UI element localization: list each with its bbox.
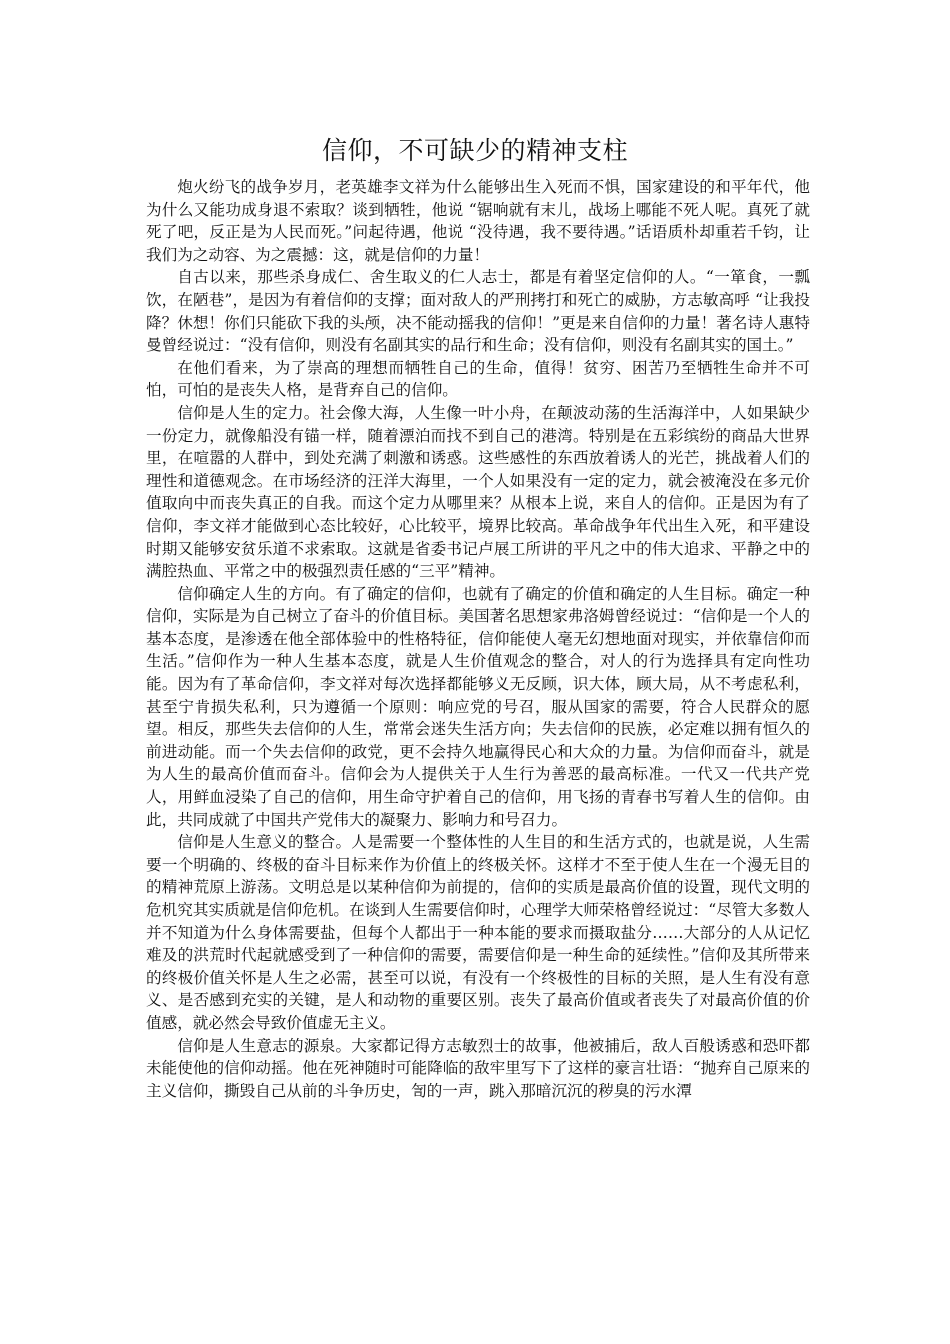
document-title: 信仰，不可缺少的精神支柱 <box>321 136 628 165</box>
paragraph-5: 信仰确定人生的方向。有了确定的信仰，也就有了确定的价值和确定的人生目标。确定一种信仰，实际是为自己树立了奋斗的价值目标。美国著名思想家弗洛姆曾经说过：“信仰是一个人的基本态度，是渗透在他全部体验中的性格特征，信仰能使人毫无幻想地面对现实，并依靠信仰而生活。”信仰作为一种人生基本态度，就是人生价值观念的整合，对人的行为选择具有定向性功能。因为有了革命信仰，李文祥对每次选择都能够义无反顾，识大体，顾大局，从不考虑私利，甚至宁肯损失私利，只为遵循一个原则：响应党的号召，服从国家的需要，符合人民群众的愿望。相反，那些失去信仰的人生，常常会迷失生活方向；失去信仰的民族，必定难以拥有恒久的前进动能。而一个失去信仰的政党，更不会持久地赢得民心和大众的力量。为信仰而奋斗，就是为人生的最高价值而奋斗。信仰会为人提供关于人生行为善恶的最高标准。一代又一代共产党人，用鲜血浸染了自己的信仰，用生命守护着自己的信仰，用飞扬的青春书写着人生的信仰。由此，共同成就了中国共产党伟大的凝聚力、影响力和号召力。 <box>146 584 810 829</box>
paragraph-1: 炮火纷飞的战争岁月，老英雄李文祥为什么能够出生入死而不惧，国家建设的和平年代，他为什么又能功成身退不索取？谈到牺牲，他说 “锯响就有末儿，战场上哪能不死人呢。真死了就死了吧，反正是为人民而死。”问起待遇，他说 “没待遇，我不要待遇。”话语质朴却重若千钧，让我们为之动容、为之震撼：这，就是信仰的力量！ <box>146 178 810 264</box>
paragraph-2: 自古以来，那些杀身成仁、舍生取义的仁人志士，都是有着坚定信仰的人。“一箪食，一瓢饮，在陋巷”，是因为有着信仰的支撑；面对敌人的严刑拷打和死亡的威胁，方志敏高呼 “让我投降？休想！你们只能砍下我的头颅，决不能动摇我的信仰！”更是来自信仰的力量！著名诗人惠特曼曾经说过：“没有信仰，则没有名副其实的品行和生命；没有信仰，则没有名副其实的国土。” <box>146 268 810 355</box>
paragraph-3: 在他们看来，为了崇高的理想而牺牲自己的生命，值得！贫穷、困苦乃至牺牲生命并不可怕，可怕的是丧失人格，是背弃自己的信仰。 <box>146 358 810 400</box>
paragraph-6: 信仰是人生意义的整合。人是需要一个整体性的人生目的和生活方式的，也就是说，人生需要一个明确的、终极的奋斗目标来作为价值上的终极关怀。这样才不至于使人生在一个漫无目的的精神荒原上游荡。文明总是以某种信仰为前提的，信仰的实质是最高价值的设置，现代文明的危机究其实质就是信仰危机。在谈到人生需要信仰时，心理学大师荣格曾经说过：“尽管大多数人并不知道为什么身体需要盐，但每个人都出于一种本能的要求而摄取盐分……大部分的人从记忆难及的洪荒时代起就感受到了一种信仰的需要，需要信仰是一种生命的延续性。”信仰及其所带来的终极价值关怀是人生之必需，甚至可以说，有没有一个终极性的目标的关照，是人生有没有意义、是否感到充实的关键，是人和动物的重要区别。丧失了最高价值或者丧失了对最高价值的价值感，就必然会导致价值虚无主义。 <box>146 833 810 1032</box>
paragraph-7: 信仰是人生意志的源泉。大家都记得方志敏烈士的故事，他被捕后，敌人百般诱惑和恐吓都未能使他的信仰动摇。他在死神随时可能降临的敌牢里写下了这样的豪言壮语：“抛弃自己原来的主义信仰，撕毁自己从前的斗争历史，訇的一声，跳入那暗沉沉的秽臭的污水潭 <box>146 1036 810 1100</box>
document-body <box>146 176 810 1102</box>
paragraph-4: 信仰是人生的定力。社会像大海，人生像一叶小舟，在颠波动荡的生活海洋中，人如果缺少一份定力，就像船没有锚一样，随着漂泊而找不到自己的港湾。特别是在五彩缤纷的商品大世界里，在喧嚣的人群中，到处充满了刺激和诱惑。这些感性的东西放着诱人的光芒，挑战着人们的理性和道德观念。在市场经济的汪洋大海里，一个人如果没有一定的定力，就会被淹没在多元价值取向中而丧失真正的自我。而这个定力从哪里来？从根本上说，来自人的信仰。正是因为有了信仰，李文祥才能做到心态比较好，心比较平，境界比较高。革命战争年代出生入死，和平建设时期又能够安贫乐道不求索取。这就是省委书记卢展工所讲的平凡之中的伟大追求、平静之中的满腔热血、平常之中的极强烈责任感的“三平”精神。 <box>146 403 810 581</box>
